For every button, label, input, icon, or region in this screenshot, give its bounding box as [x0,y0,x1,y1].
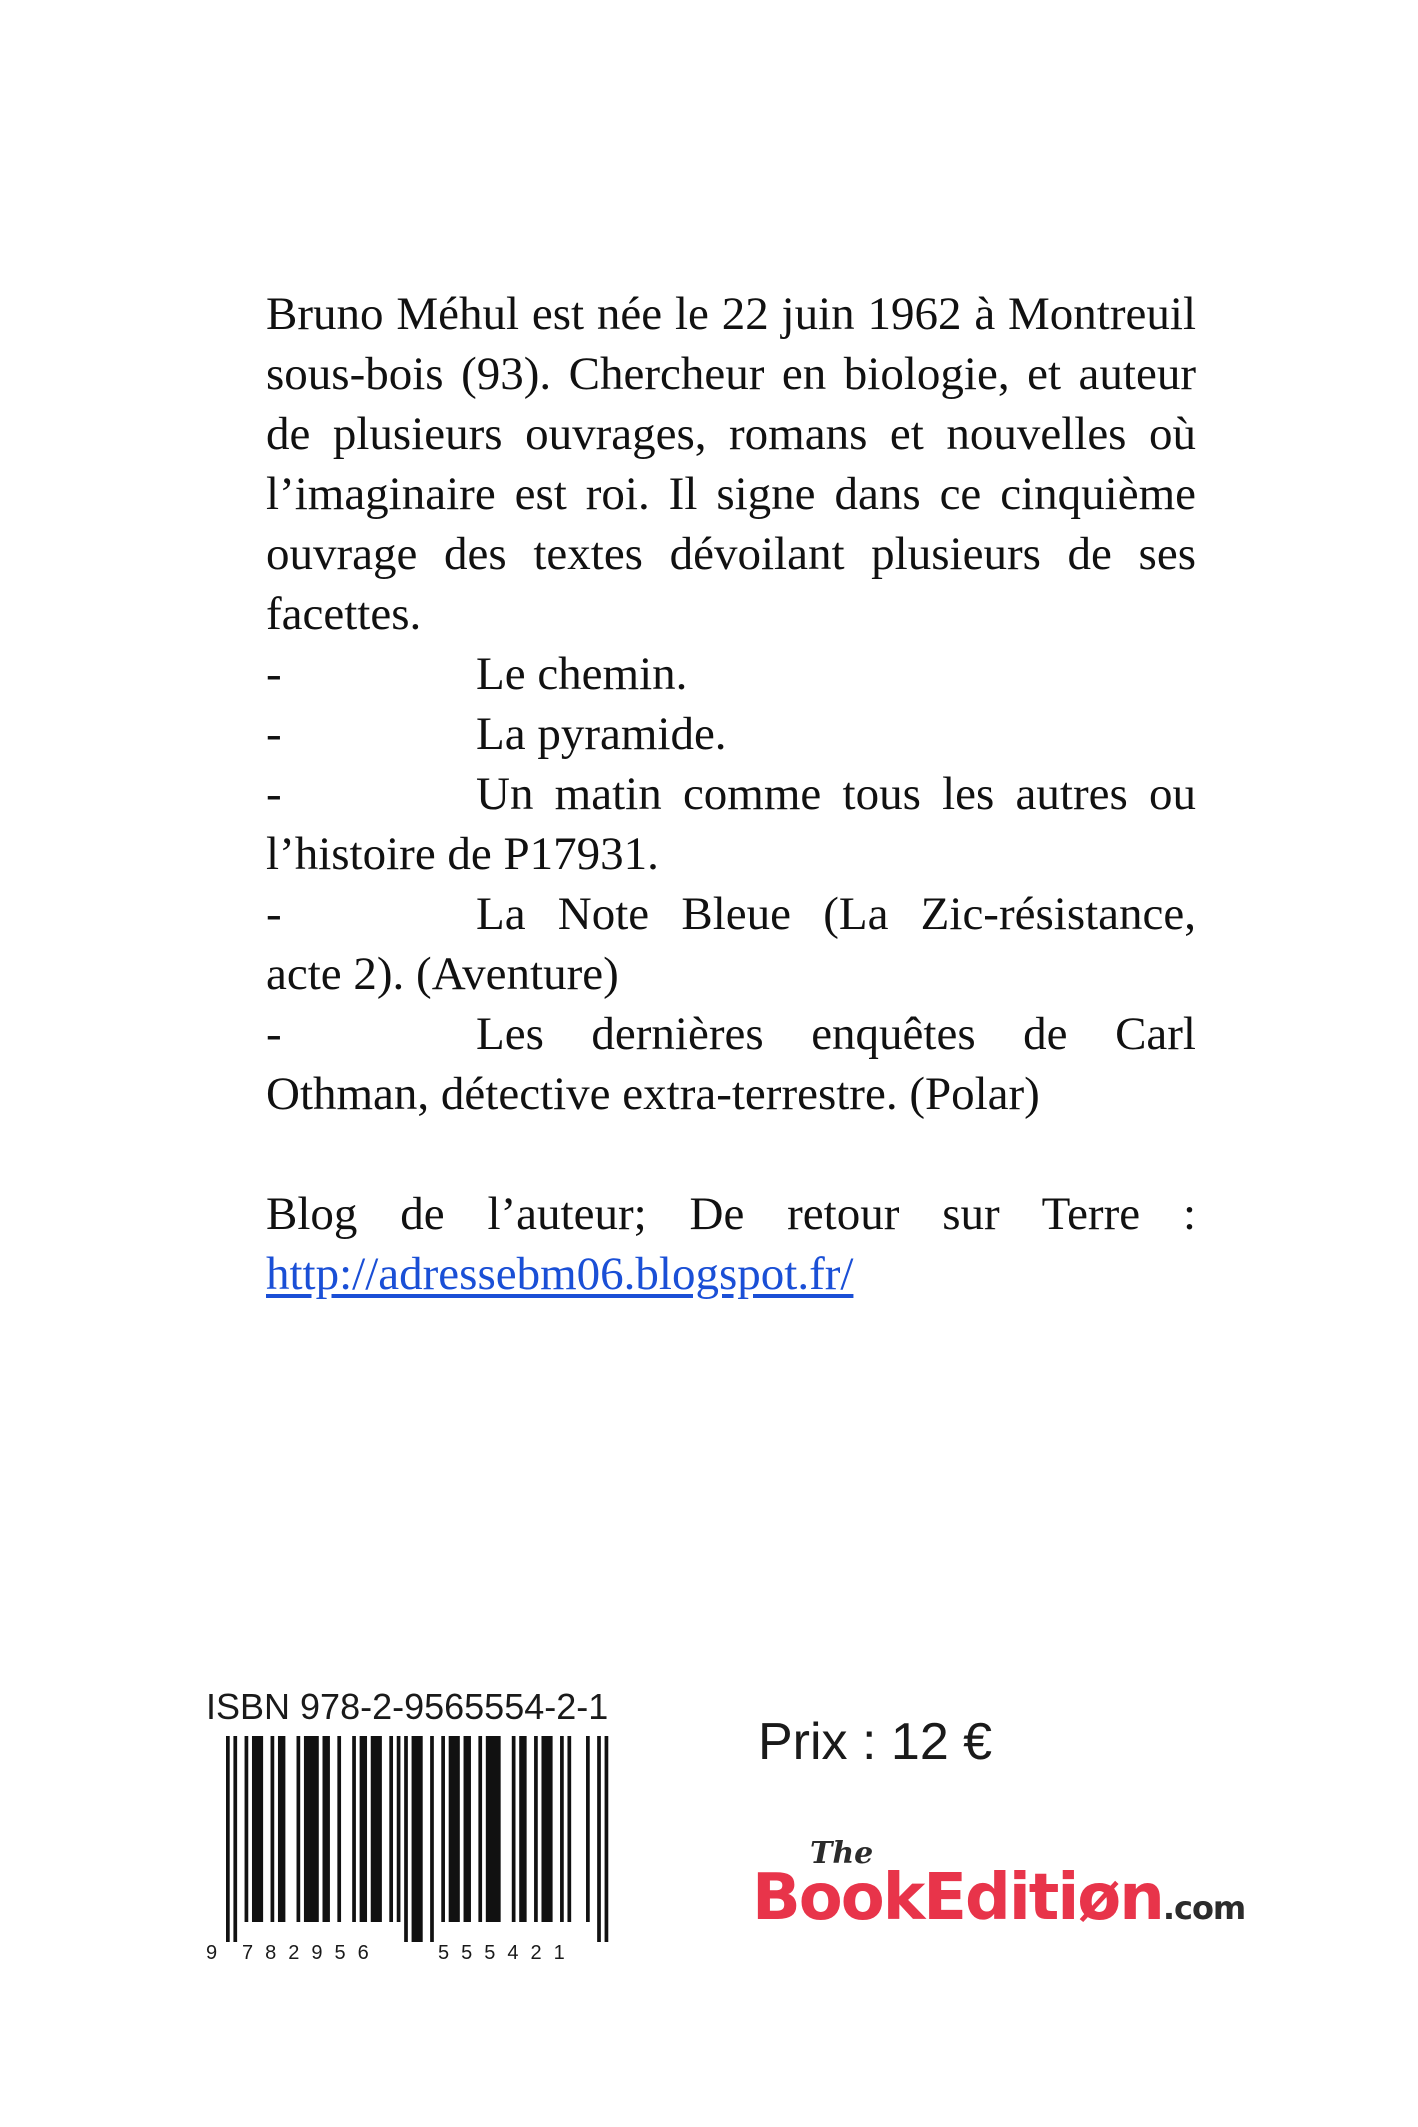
list-item [266,764,1196,884]
barcode-bar [389,1736,393,1922]
barcode-bar [360,1736,367,1922]
barcode-bar [371,1736,382,1922]
barcode-bar [464,1736,471,1922]
barcode-bar [597,1736,601,1942]
barcode-bar [560,1736,564,1922]
barcode-bar [252,1736,263,1922]
barcode-bar [441,1736,445,1922]
barcode-bar [297,1736,301,1922]
bookedition-logo [752,1836,1298,1948]
barcode [226,1736,612,1942]
list-item-text: Un matin comme tous les autres ou l’histoire de P17931. [266,768,1196,880]
list-item-text: Le chemin. [476,648,688,700]
barcode-digits-left: 782956 [242,1942,381,1964]
list-dash: - [266,648,282,700]
list-dash: - [266,768,282,820]
barcode-bar [352,1736,356,1922]
barcode-bar [404,1736,408,1942]
barcode-bar [586,1736,590,1922]
author-bio: Bruno Méhul est née le 22 juin 1962 à Montreuil sous-bois (93). Chercheur en biologie, et auteur de plusieurs ouvrages, romans et nouvelles où l’imaginaire est roi. Il signe dans ce cinquième ouvrage des textes dévoilant plusieurs de ses facettes. [266,288,1196,640]
isbn-label: ISBN 978-2-9565554-2-1 [206,1686,609,1727]
barcode-bar [397,1736,401,1922]
list-dash: - [266,888,282,940]
list-item [266,704,1196,764]
barcode-bar [226,1736,230,1942]
logo-book: Book [752,1861,924,1935]
barcode-digit-first: 9 [206,1942,218,1964]
barcode-bar [478,1736,482,1922]
barcode-bar [337,1736,341,1922]
barcode-bar [605,1736,609,1942]
blog-link[interactable]: http://adressebm06.blogspot.fr/ [266,1248,854,1300]
barcode-digits [206,1942,626,1970]
logo-edition: Editiøn [923,1861,1163,1935]
barcode-bar [486,1736,501,1922]
barcode-bar [245,1736,249,1922]
list-item [266,1004,1196,1124]
barcode-digits-right: 555421 [438,1942,577,1964]
list-dash: - [266,708,282,760]
barcode-bar [567,1736,571,1922]
logo-wordmark [752,1858,1245,1948]
barcode-bar [430,1736,434,1942]
list-item-text: La Note Bleue (La Zic-résistance, acte 2). (Aventure) [266,888,1196,1000]
barcode-bar [412,1736,423,1942]
barcode-bar [271,1736,275,1922]
barcode-bar [304,1736,319,1922]
list-item-text: La pyramide. [476,708,727,760]
list-item [266,884,1196,1004]
barcode-bar [233,1736,237,1942]
barcode-bar [278,1736,285,1922]
list-item [266,644,1196,704]
logo-com: .com [1162,1889,1246,1927]
barcode-bar [323,1736,330,1922]
barcode-bar [541,1736,552,1922]
blog-paragraph [266,1184,1196,1304]
logo-the: The [810,1836,874,1871]
barcode-bar [512,1736,516,1922]
list-dash: - [266,1008,282,1060]
price: Prix : 12 € [758,1713,993,1771]
barcode-bar [519,1736,526,1922]
list-item-text: Les dernières enquêtes de Carl Othman, détective extra-terrestre. (Polar) [266,1008,1196,1120]
barcode-bar [449,1736,460,1922]
back-cover-text [266,284,1196,1304]
barcode-bar [534,1736,538,1922]
blog-label: Blog de l’auteur; De retour sur Terre : [266,1188,1196,1240]
